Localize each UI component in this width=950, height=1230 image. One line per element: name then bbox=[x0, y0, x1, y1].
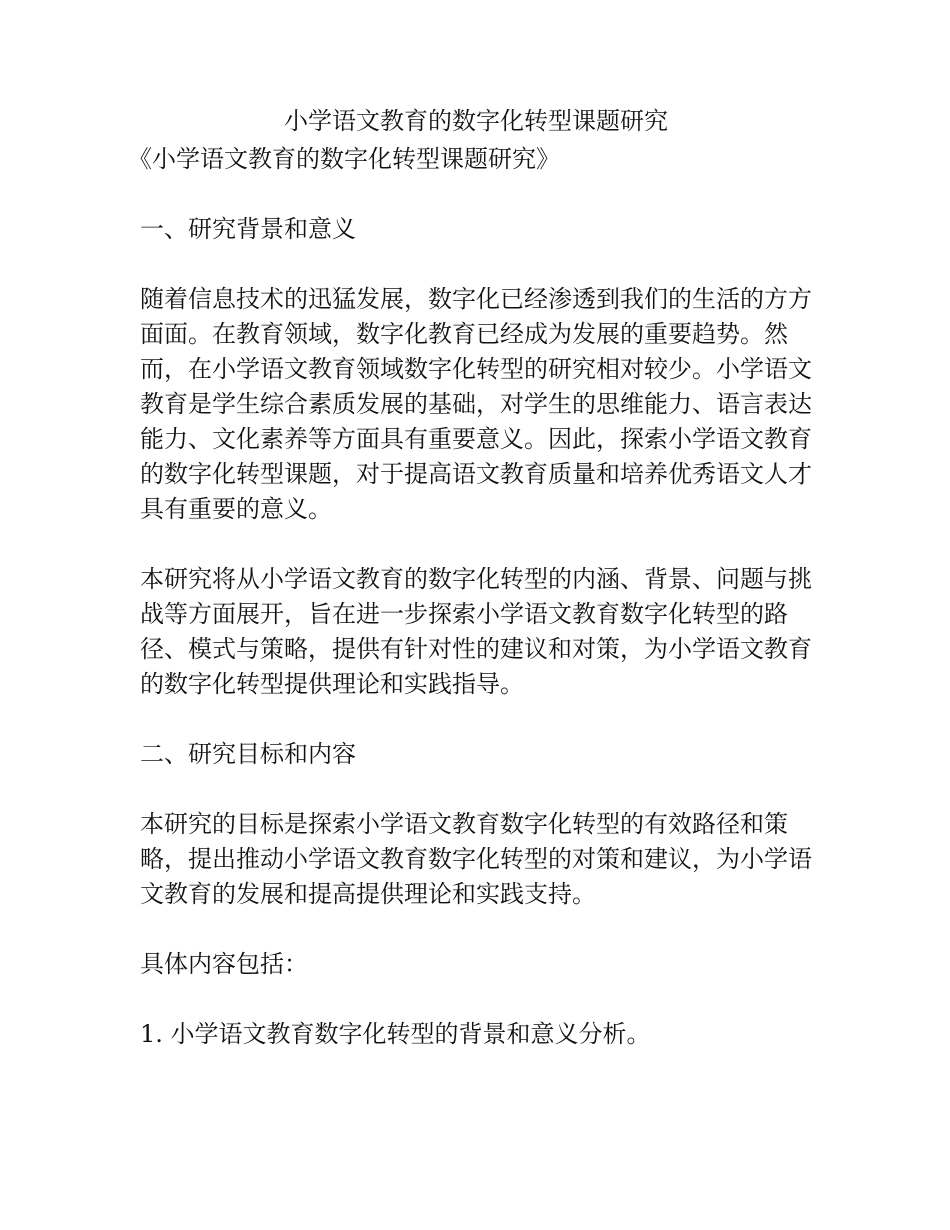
spacer bbox=[140, 702, 812, 737]
list-item-1: 1. 小学语文教育数字化转型的背景和意义分析。 bbox=[140, 1020, 651, 1048]
spacer bbox=[140, 527, 812, 562]
spacer bbox=[140, 772, 812, 807]
content-intro: 具体内容包括： bbox=[140, 950, 308, 978]
section1-paragraph-1: 随着信息技术的迅猛发展，数字化已经渗透到我们的生活的方方面面。在教育领域，数字化教育已经成为发展的重要趋势。然而，在小学语文教育领域数字化转型的研究相对较少。小学语文教育是学生综合素质发展的基础，对学生的思维能力、语言表达能力、文化素养等方面具有重要意义。因此，探索小学语文教育的数字化转型课题，对于提高语文教育质量和培养优秀语文人才具有重要的意义。 bbox=[140, 285, 812, 523]
document-title: 小学语文教育的数字化转型课题研究 bbox=[284, 107, 668, 135]
document-subtitle: 《小学语文教育的数字化转型课题研究》 bbox=[128, 145, 560, 173]
section2-heading: 二、研究目标和内容 bbox=[140, 740, 356, 768]
spacer bbox=[140, 247, 812, 282]
spacer bbox=[140, 982, 812, 1017]
section2-paragraph-1: 本研究的目标是探索小学语文教育数字化转型的有效路径和策略，提出推动小学语文教育数字化转型的对策和建议，为小学语文教育的发展和提高提供理论和实践支持。 bbox=[140, 810, 812, 908]
spacer bbox=[140, 912, 812, 947]
section1-heading: 一、研究背景和意义 bbox=[140, 215, 356, 243]
section1-paragraph-2: 本研究将从小学语文教育的数字化转型的内涵、背景、问题与挑战等方面展开，旨在进一步探索小学语文教育数字化转型的路径、模式与策略，提供有针对性的建议和对策，为小学语文教育的数字化转型提供理论和实践指导。 bbox=[140, 565, 812, 698]
spacer bbox=[140, 177, 812, 212]
document-content bbox=[128, 100, 812, 1052]
